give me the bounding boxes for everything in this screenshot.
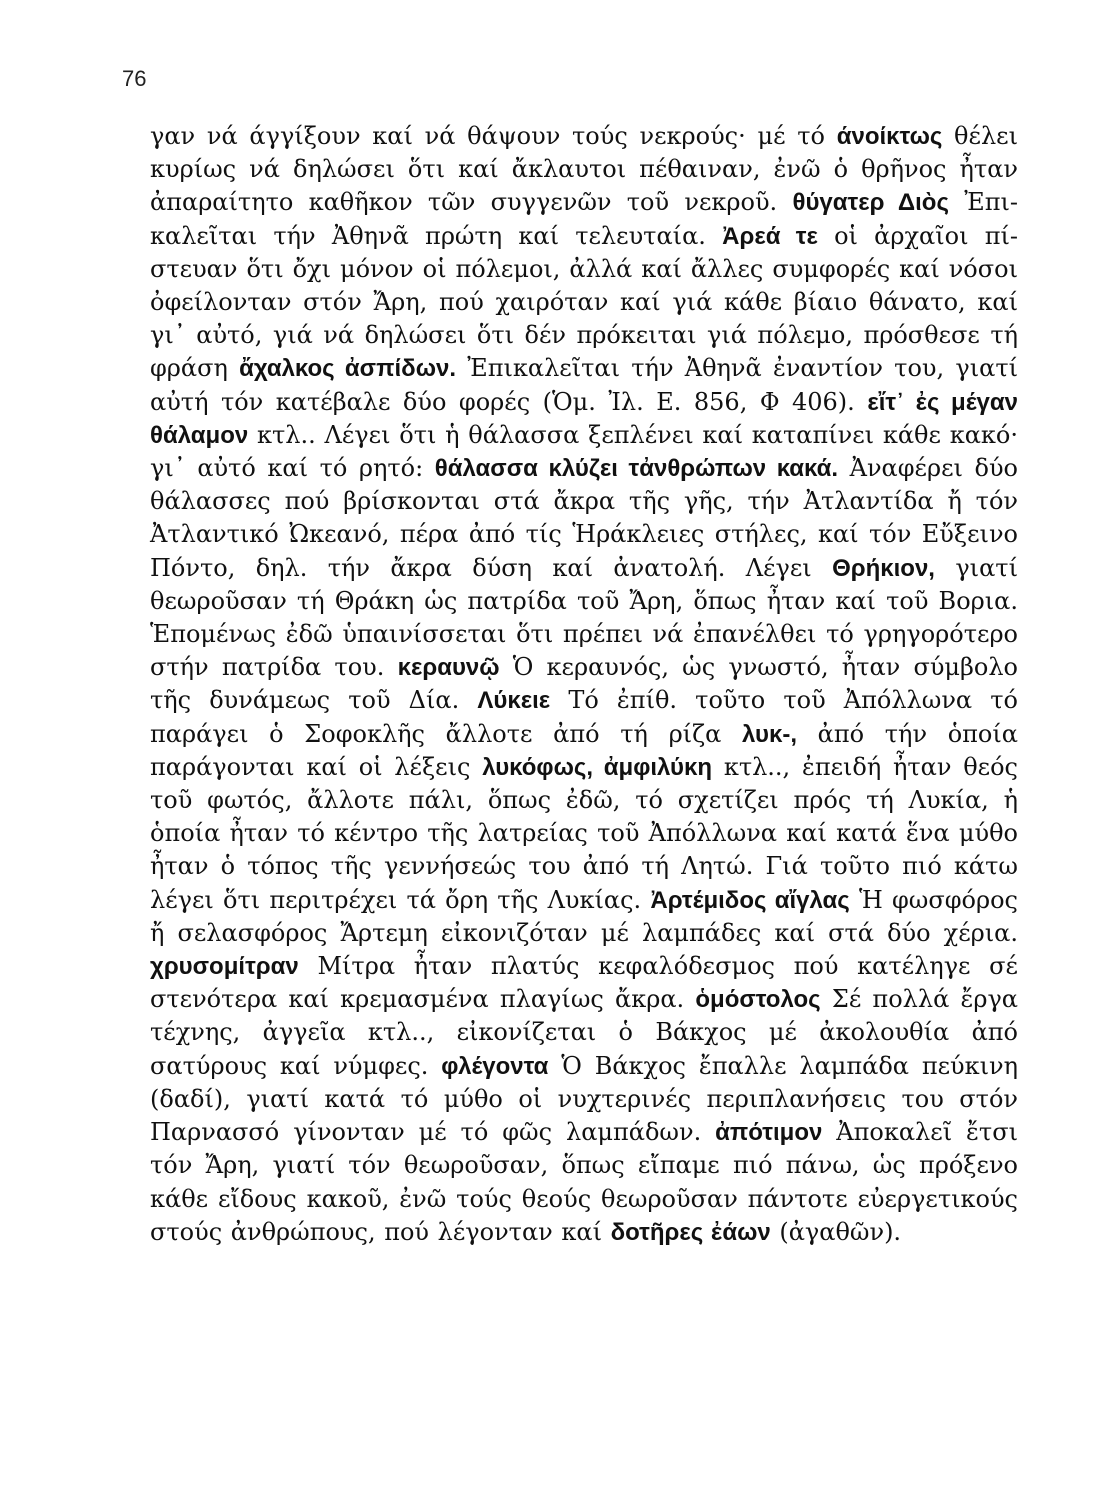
page-number: 76: [122, 66, 147, 91]
lemma-term: λυκ-,: [742, 720, 797, 748]
commentary-text: (ἀγαθῶν).: [770, 1217, 902, 1246]
lemma-term: θάλασσα κλύζει τἀνθρώπων κακά.: [434, 455, 839, 483]
lemma-term: εἴτ᾽ ἐς μέγαν θάλαμον: [150, 388, 1018, 449]
lemma-term: λυκόφως, ἀμφιλύκη: [482, 753, 713, 781]
commentary-text: ἀπό τήν ὁποία παράγονται καί οἱ λέξεις: [150, 719, 1018, 781]
lemma-term: ὁμόστολος: [695, 986, 821, 1014]
lemma-term: Θρήκιον,: [832, 554, 935, 582]
lemma-term: φλέγοντα: [441, 1052, 549, 1080]
commentary-text: Ἀναφέρει δύο θάλασσες πού βρίσκονται στά ἄκρα τῆς γῆς, τήν Ἀτλαντίδα ἤ τόν Ἀτλαντικό Ὠκεανό, πέρα ἀπό τίς Ἡράκλειες στήλες, καί τόν Εὔξεινο Πόντο, δηλ. τήν ἄκρα δύση καί ἀνατολή. Λέγει: [150, 454, 1018, 582]
commentary-text: θέλει κυρίως νά δηλώσει ὅτι καί ἄκλαυτοι πέθαιναν, ἐνῶ ὁ θρῆνος ἦταν ἀπαραίτητο καθῆκον τῶν συγγενῶν τοῦ νεκροῦ.: [150, 122, 1018, 217]
commentary-text: Τό ἐπίθ. τοῦτο τοῦ Ἀπόλλωνα τό παράγει ὁ Σοφοκλῆς ἄλλοτε ἀπό τή ρίζα: [150, 686, 1018, 748]
lemma-term: χρυσομίτραν: [150, 953, 299, 981]
commentary-text: Ἀποκαλεῖ ἔτσι τόν Ἄρη, γιατί τόν θεωροῦσαν, ὅπως εἴπαμε πιό πάνω, ὡς πρόξενο κάθε εἴδους κακοῦ, ἐνῶ τούς θεούς θεωροῦσαν πάντοτε εὐεργετικούς στούς ἀνθρώπους, πού λέγονταν καί: [150, 1118, 1018, 1246]
commentary-text: γαν νά άγγίξουν καί νά θάψουν τούς νεκρούς· μέ τό: [150, 122, 837, 150]
commentary-text: κτλ.. Λέγει ὅτι ἡ θάλασσα ξεπλένει καί καταπίνει κάθε κακό· γι᾽ αὐτό καί τό ρητό:: [150, 420, 1018, 483]
commentary-text: οἱ ἀρχαῖοι πίστευαν ὅτι ὄχι μόνον οἱ πόλεμοι, ἀλλά καί ἄλλες συμφορές καί νόσοι ὀφείλονταν στόν Ἄρη, πού χαιρόταν καί γιά κάθε βίαιο θάνατο, καί γι᾽ αὐτό, γιά νά δηλώσει ὅτι δέν πρόκειται γιά πόλεμο, πρόσθεσε τή φράση: [150, 221, 1019, 383]
commentary-text: Μίτρα ἦταν πλατύς κεφαλόδεσμος πού κατέληγε σέ στενότερα καί κρεμασμένα πλαγίως ἄκρα.: [150, 952, 1018, 1014]
commentary-text: Ὁ Βάκχος ἔπαλλε λαμπάδα πεύκινη (δαδί), γιατί κατά τό μύθο οἱ νυχτερινές περιπλανήσεις του στόν Παρνασσό γίνονταν μέ τό φῶς λαμπάδων.: [150, 1051, 1019, 1147]
lemma-term: κεραυνῷ: [397, 654, 500, 682]
commentary-text: Ἐπικαλεῖται τήν Ἀθηνᾶ ἐναντίον του, γιατί αὐτή τόν κατέβαλε δύο φορές (Ὁμ. Ἰλ. Ε. 856, Φ 406).: [150, 354, 1019, 416]
commentary-text: Ἐπικαλεῖται τήν Ἀθηνᾶ πρώτη καί τελευταία.: [150, 188, 1018, 250]
lemma-term: ἄχαλκος ἀσπίδων.: [239, 355, 456, 383]
commentary-text: Ὁ κεραυνός, ὡς γνωστό, ἦταν σύμβολο τῆς δυνάμεως τοῦ Δία.: [150, 653, 1018, 715]
commentary-paragraph: [150, 120, 1018, 1249]
lemma-term: Λύκειε: [477, 687, 551, 715]
lemma-term: θύγατερ Διὸς: [792, 189, 949, 217]
commentary-text: γιατί θεωροῦσαν τή Θράκη ὡς πατρίδα τοῦ Ἄρη, ὅπως ἦταν καί τοῦ Βορια. Ἑπομένως ἐδῶ ὑπαινίσσεται ὅτι πρέπει νά ἐπανέλθει τό γρηγορότερο στήν πατρίδα του.: [150, 553, 1018, 682]
lemma-term: άνοίκτως: [836, 123, 943, 150]
commentary-text: κτλ.., ἐπειδή ἦταν θεός τοῦ φωτός, ἄλλοτε πάλι, ὅπως ἐδῶ, τό σχετίζει πρός τή Λυκία, ἡ ὁποία ἦταν τό κέντρο τῆς λατρείας τοῦ Ἀπόλλωνα καί κατά ἕνα μύθο ἦταν ὁ τόπος τῆς γεννήσεώς του ἀπό τή Λητώ. Γιά τοῦτο πιό κάτω λέγει ὅτι περιτρέχει τά ὄρη τῆς Λυκίας.: [150, 752, 1018, 914]
lemma-term: Ἀρτέμιδος αἴγλας: [650, 886, 850, 914]
lemma-term: ἀπότιμον: [715, 1119, 823, 1147]
commentary-text: Σέ πολλά ἔργα τέχνης, ἀγγεῖα κτλ.., εἰκονίζεται ὁ Βάκχος μέ ἀκολουθία ἀπό σατύρους καί νύμφες.: [150, 985, 1018, 1080]
commentary-text: Ἡ φωσφόρος ἤ σελασφόρος Ἄρτεμη εἰκονιζόταν μέ λαμπάδες καί στά δύο χέρια.: [150, 885, 1018, 947]
lemma-term: Ἀρεά τε: [722, 222, 818, 250]
lemma-term: δοτῆρες ἐάων: [610, 1218, 771, 1246]
